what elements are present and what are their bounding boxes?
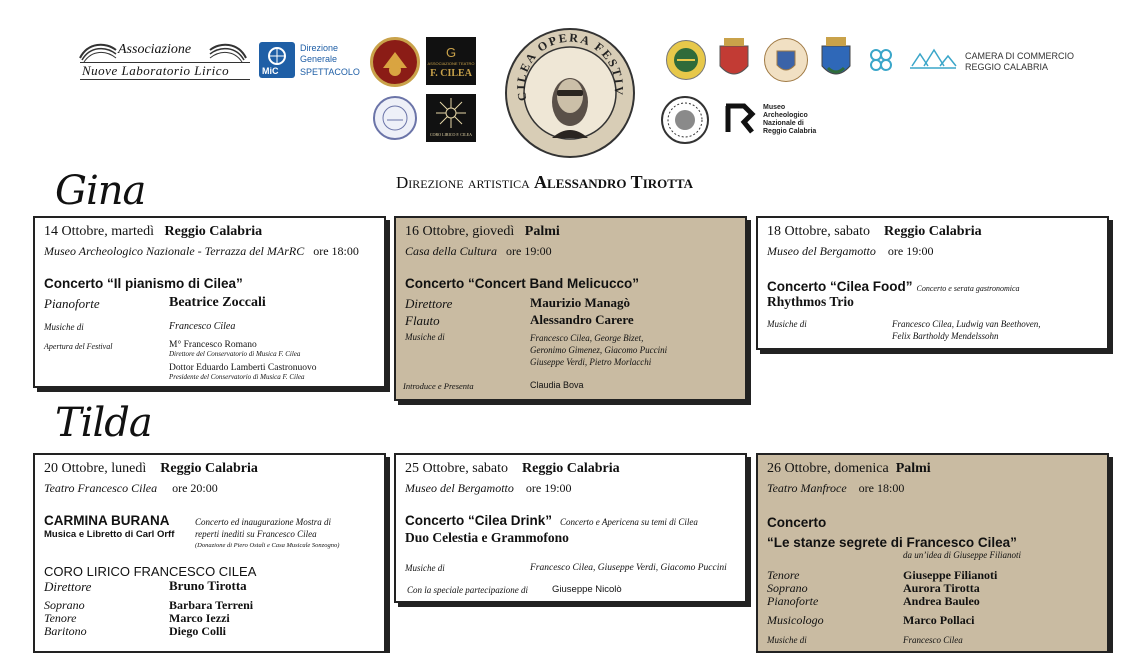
teatro-name: F. CILEA <box>430 68 472 79</box>
event-time: ore 20:00 <box>172 481 218 495</box>
event-time: ore 18:00 <box>858 481 905 495</box>
museo-line2: Archeologico <box>763 112 808 119</box>
event-title: Concerto “Cilea Food” <box>767 279 913 294</box>
stemma-comune-2 <box>816 34 856 84</box>
event-note: (Donazione di Piero Ostali e Casa Musicale Sonzogno) <box>195 542 340 549</box>
section-title-gina: Gina <box>55 168 146 214</box>
event-time: ore 19:00 <box>887 244 934 258</box>
teatro-cilea-logo: G ASSOCIAZIONE TEATRO F. CILEA <box>426 37 476 85</box>
music-composer: Francesco Cilea <box>169 321 236 332</box>
event-date: 18 Ottobre, sabato <box>767 224 871 239</box>
event-card-20-ottobre <box>33 453 386 653</box>
performer-name: Beatrice Zoccali <box>169 295 266 310</box>
music-label: Musiche di <box>44 322 84 332</box>
music-composers-line: Francesco Cilea, Ludwig van Beethoven, <box>892 319 1041 329</box>
event-title: Concerto “Concert Band Melicucco” <box>405 276 640 291</box>
role-label: Tenore <box>767 568 800 582</box>
stemma-comune-1 <box>716 36 752 84</box>
music-label: Musiche di <box>405 332 445 342</box>
event-venue: Teatro Francesco Cilea <box>44 481 158 495</box>
event-subtitle: da un’idea di Giuseppe Filianoti <box>903 550 1021 560</box>
role-label: Musicologo <box>767 613 824 627</box>
direction-label: Direzione artistica <box>396 173 530 192</box>
direction-name: Alessandro Tirotta <box>534 172 694 192</box>
choir-name: CORO LIRICO FRANCESCO CILEA <box>44 564 257 579</box>
camera-commercio-icon <box>908 44 958 72</box>
event-title: Concerto “Il pianismo di Cilea” <box>44 276 243 291</box>
event-date: 25 Ottobre, sabato <box>405 461 509 476</box>
speaker-name: M° Francesco Romano <box>169 340 257 350</box>
direction-heading <box>396 172 693 193</box>
music-composers-line: Francesco Cilea, George Bizet, <box>530 333 644 343</box>
intro-label: Introduce e Presenta <box>403 381 474 391</box>
music-label: Musiche di <box>767 635 807 645</box>
speaker-name: Dottor Eduardo Lamberti Castronuovo <box>169 363 317 373</box>
guest-label: Con la speciale partecipazione di <box>407 585 528 595</box>
event-venue: Museo Archeologico Nazionale - Terrazza del MArRC <box>44 244 305 258</box>
role-label: Flauto <box>405 313 440 328</box>
red-emblem-logo <box>370 37 420 87</box>
event-city: Palmi <box>895 461 931 476</box>
event-date: 20 Ottobre, lunedì <box>44 461 147 476</box>
round-seal-logo <box>373 96 417 140</box>
event-venue: Museo del Bergamotto <box>767 244 876 258</box>
section-title-tilda: Tilda <box>55 400 152 446</box>
event-note: Concerto ed inaugurazione Mostra di <box>195 517 331 527</box>
mic-line3: SPETTACOLO <box>300 67 360 77</box>
music-label: Musiche di <box>405 563 445 573</box>
festival-ring-text: CILEA OPERA FESTIV <box>513 30 627 103</box>
performer-name: Diego Colli <box>169 624 226 638</box>
coro-lirico-logo <box>426 94 476 142</box>
event-venue: Museo del Bergamotto <box>405 481 514 495</box>
music-composers-line: Giuseppe Verdi, Pietro Morlacchi <box>530 357 652 367</box>
performer-name: Barbara Terreni <box>169 598 254 612</box>
event-city: Reggio Calabria <box>160 461 258 476</box>
speaker-role: Direttore del Conservatorio di Musica F. Cilea <box>169 350 301 358</box>
event-date: 26 Ottobre, domenica <box>767 461 889 476</box>
event-date: 16 Ottobre, giovedì <box>405 224 515 239</box>
event-card-16-ottobre <box>394 216 747 401</box>
museo-line1: Museo <box>763 104 786 111</box>
role-label: Direttore <box>405 296 453 311</box>
event-title: Concerto <box>767 515 827 530</box>
event-title: CARMINA BURANA <box>44 513 170 528</box>
stemma-provincia-logo <box>764 38 808 82</box>
performer-name: Rhythmos Trio <box>767 294 854 309</box>
performer-name: Aurora Tirotta <box>903 581 980 595</box>
event-date: 14 Ottobre, martedì <box>44 224 155 239</box>
guest-name: Giuseppe Nicolò <box>552 584 622 595</box>
event-subtitle: Musica e Libretto di Carl Orff <box>44 529 175 540</box>
event-card-26-ottobre <box>756 453 1109 653</box>
event-city: Reggio Calabria <box>164 224 263 239</box>
swoosh-left-icon <box>78 40 118 64</box>
role-label: Direttore <box>44 579 92 594</box>
performer-name: Duo Celestia e Grammofono <box>405 530 569 545</box>
decorative-knot-icon <box>866 46 896 74</box>
event-title: Concerto “Cilea Drink” <box>405 513 553 528</box>
performer-name: Giuseppe Filianoti <box>903 568 998 582</box>
event-subtitle: Concerto e serata gastronomica <box>916 284 1020 293</box>
mic-line2: Generale <box>300 54 338 64</box>
teatro-small: ASSOCIAZIONE TEATRO <box>427 61 475 66</box>
event-card-14-ottobre <box>33 216 386 388</box>
event-time: ore 18:00 <box>313 244 359 258</box>
mic-line1: Direzione <box>300 43 339 53</box>
museo-r-icon <box>722 102 756 136</box>
music-composers-line: Felix Bartholdy Mendelssohn <box>892 331 999 341</box>
festival-emblem-icon <box>507 30 633 156</box>
performer-name: Bruno Tirotta <box>169 578 247 593</box>
event-venue: Teatro Manfroce <box>767 481 847 495</box>
role-label: Tenore <box>44 611 77 625</box>
speaker-role: Presidente del Conservatorio di Musica F. Cilea <box>169 373 305 381</box>
event-venue: Casa della Cultura <box>405 244 498 258</box>
coin-seal-logo <box>661 96 709 144</box>
mic-badge: MiC <box>262 66 279 76</box>
opening-label: Apertura del Festival <box>44 342 113 351</box>
event-time: ore 19:00 <box>525 481 572 495</box>
camera-line1: CAMERA DI COMMERCIO <box>965 51 1075 61</box>
role-label: Pianoforte <box>767 594 819 608</box>
event-title: “Le stanze segrete di Francesco Cilea” <box>767 535 1017 550</box>
event-city: Reggio Calabria <box>522 461 620 476</box>
event-subtitle: Concerto e Apericena su temi di Cilea <box>560 517 698 527</box>
event-note: reperti inediti su Francesco Cilea <box>195 529 317 539</box>
event-card-18-ottobre <box>756 216 1109 350</box>
assoc-line1: Associazione <box>118 42 192 57</box>
event-card-25-ottobre <box>394 453 747 603</box>
music-composers-line: Francesco Cilea, Giuseppe Verdi, Giacomo Puccini <box>530 563 727 573</box>
intro-name: Claudia Bova <box>530 380 584 390</box>
role-label: Soprano <box>767 581 808 595</box>
event-city: Palmi <box>524 224 560 239</box>
museo-line3: Nazionale di <box>763 120 804 127</box>
role-label: Pianoforte <box>44 296 100 311</box>
role-label: Soprano <box>44 598 85 612</box>
event-time: ore 19:00 <box>506 244 552 258</box>
performer-name: Marco Pollaci <box>903 613 975 627</box>
performer-name: Marco Iezzi <box>169 611 230 625</box>
museo-line4: Reggio Calabria <box>763 128 817 135</box>
performer-name: Maurizio Managò <box>530 295 631 310</box>
performer-name: Alessandro Carere <box>530 312 634 327</box>
swoosh-right-icon <box>208 40 248 64</box>
assoc-line2: Nuove Laboratorio Lirico <box>82 63 230 78</box>
cilea-opera-festival-logo <box>505 28 635 158</box>
coro-caption: CORO LIRICO F. CILEA <box>429 132 473 137</box>
regione-calabria-logo <box>666 40 706 80</box>
role-label: Baritono <box>44 624 87 638</box>
music-composer: Francesco Cilea <box>903 635 963 645</box>
event-city: Reggio Calabria <box>884 224 982 239</box>
music-composers-line: Geronimo Gimenez, Giacomo Puccini <box>530 345 668 355</box>
performer-name: Andrea Bauleo <box>903 594 980 608</box>
camera-line2: REGGIO CALABRIA <box>965 62 1049 72</box>
music-label: Musiche di <box>767 319 807 329</box>
